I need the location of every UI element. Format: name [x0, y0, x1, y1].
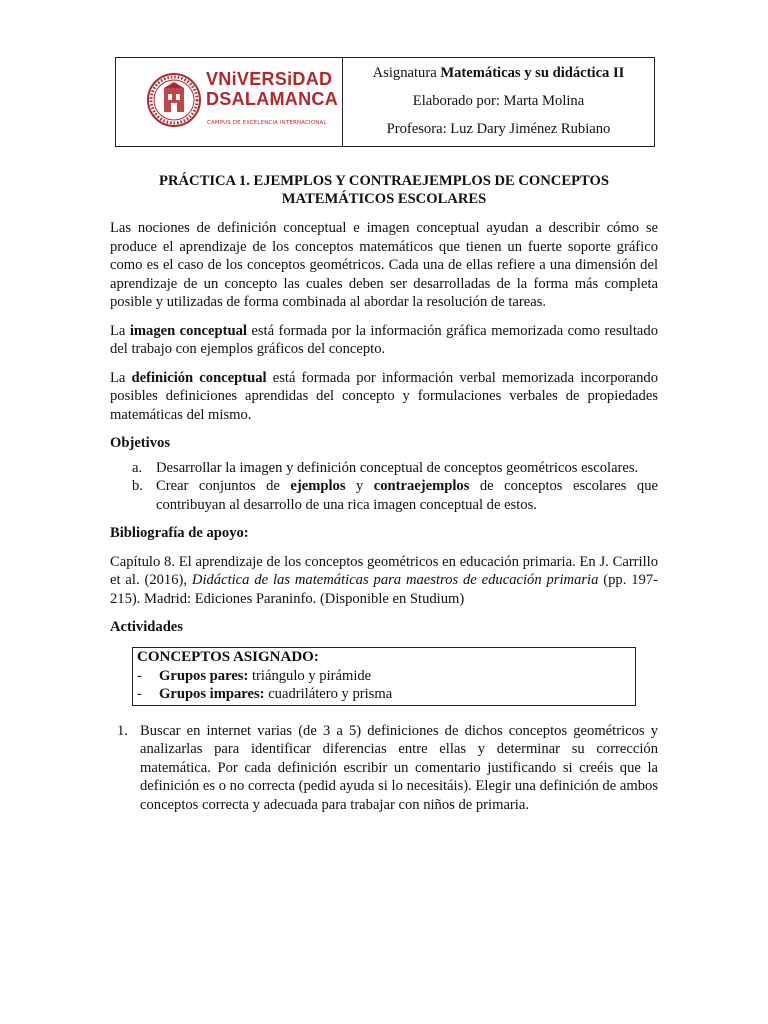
pares-label: Grupos pares:: [159, 667, 249, 684]
actividad-1-marker: 1.: [117, 722, 128, 739]
impares-value: cuadrilátero y prisma: [264, 685, 393, 702]
university-name: [206, 69, 338, 109]
bibliografia-post: (pp. 197-215). Madrid: Ediciones Paraninfo. (Disponible en Studium): [110, 572, 659, 607]
definicion-pre: La: [110, 369, 132, 386]
asignatura-prefix: Asignatura: [372, 65, 441, 81]
impares-dash: -: [137, 685, 142, 702]
bibliografia-pre: Capítulo 8. El aprendizaje de los conceptos geométricos en educación primaria. En J. Carrillo et al. (2016),: [110, 553, 658, 588]
grupos-impares-row: [137, 685, 631, 703]
actividad-1-text: Buscar en internet varias (de 3 a 5) definiciones de dichos conceptos geométricos y analizarlas para identificar diferencias entre ellas y determinar su corrección matemática. Por cada definición escribir un comentario justificando si creéis que la definición es o no correcta (pedid ayuda si lo necesitáis). Elegir una definición de ambos conceptos correcta y adecuada para trabajar con niños de primaria.: [140, 722, 658, 813]
university-name-line1: VNiVERSiDAD: [206, 69, 333, 89]
pares-dash: -: [137, 667, 142, 684]
bibliografia-book-title: Didáctica de las matemáticas para maestros de educación primaria: [191, 572, 599, 588]
title-line2: MATEMÁTICOS ESCOLARES: [281, 191, 487, 207]
actividades-list: [110, 722, 658, 815]
imagen-post: está formada por la información gráfica memorizada como resultado del trabajo con ejemplos gráficos del concepto.: [110, 322, 658, 357]
actividades-heading: Actividades: [110, 619, 183, 635]
header-table: [115, 57, 655, 147]
definicion-post: está formada por información verbal memorizada incorporando posibles definiciones aprendidas del concepto y formulaciones verbales de propiedades matemáticas del mismo.: [110, 369, 659, 423]
university-name-line2: DSALAMANCA: [206, 89, 338, 109]
objetivo-b-contraejemplos: contraejemplos: [373, 478, 470, 494]
pares-value: triángulo y pirámide: [248, 667, 372, 684]
objetivo-b: [132, 477, 658, 514]
asignatura-name: Matemáticas y su didáctica II: [440, 65, 625, 81]
grupos-pares-row: [137, 667, 631, 685]
course-info: [343, 58, 654, 146]
title-line1: PRÁCTICA 1. EJEMPLOS Y CONTRAEJEMPLOS DE CONCEPTOS: [159, 173, 609, 189]
bibliografia-paragraph: [110, 553, 658, 609]
conceptos-box-title: CONCEPTOS ASIGNADO:: [137, 648, 319, 665]
imagen-pre: La: [110, 322, 130, 339]
impares-label: Grupos impares:: [159, 685, 265, 702]
objetivo-b-pre: Crear conjuntos de: [156, 478, 291, 494]
asignatura-line: [343, 61, 654, 89]
elaborado-line: Elaborado por: Marta Molina: [412, 93, 585, 109]
intro-paragraph: Las nociones de definición conceptual e imagen conceptual ayudan a describir cómo se produce el aprendizaje de los conceptos matemáticos que tienen un fuerte soporte gráfico como es el caso de los conceptos geométricos. Cada una de ellas refiere a una dimensión del aprendizaje de un concepto las cuales deben ser desarrolladas de la forma más completa posible y utilizadas de forma combinada al abordar la resolución de tareas.: [110, 220, 658, 310]
objetivo-b-ejemplos: ejemplos: [290, 478, 346, 494]
objetivo-a: [132, 459, 658, 478]
objetivo-a-text: Desarrollar la imagen y definición conceptual de conceptos geométricos escolares.: [156, 459, 639, 476]
university-seal-icon: [146, 72, 202, 128]
definicion-paragraph: [110, 369, 658, 425]
objetivos-list: [110, 459, 658, 515]
university-logo: [116, 58, 343, 146]
actividad-1: [117, 722, 658, 815]
conceptos-box: [132, 647, 636, 706]
imagen-term: imagen conceptual: [129, 322, 247, 339]
bibliografia-heading: Bibliografía de apoyo:: [110, 525, 249, 541]
objetivo-b-marker: b.: [132, 478, 143, 494]
document-body: [110, 219, 658, 814]
objetivo-b-mid: y: [345, 478, 374, 494]
definicion-term: definición conceptual: [131, 369, 267, 386]
page-title: [110, 172, 658, 208]
objetivos-heading: Objetivos: [110, 435, 170, 451]
profesora-line: Profesora: Luz Dary Jiménez Rubiano: [386, 121, 611, 137]
university-tagline: CAMPUS DE EXCELENCIA INTERNACIONAL: [207, 120, 327, 126]
objetivo-b-post: de conceptos escolares que contribuyan al desarrollo de una rica imagen conceptual de estos.: [156, 478, 658, 513]
objetivo-a-marker: a.: [132, 459, 143, 476]
imagen-paragraph: [110, 322, 658, 359]
